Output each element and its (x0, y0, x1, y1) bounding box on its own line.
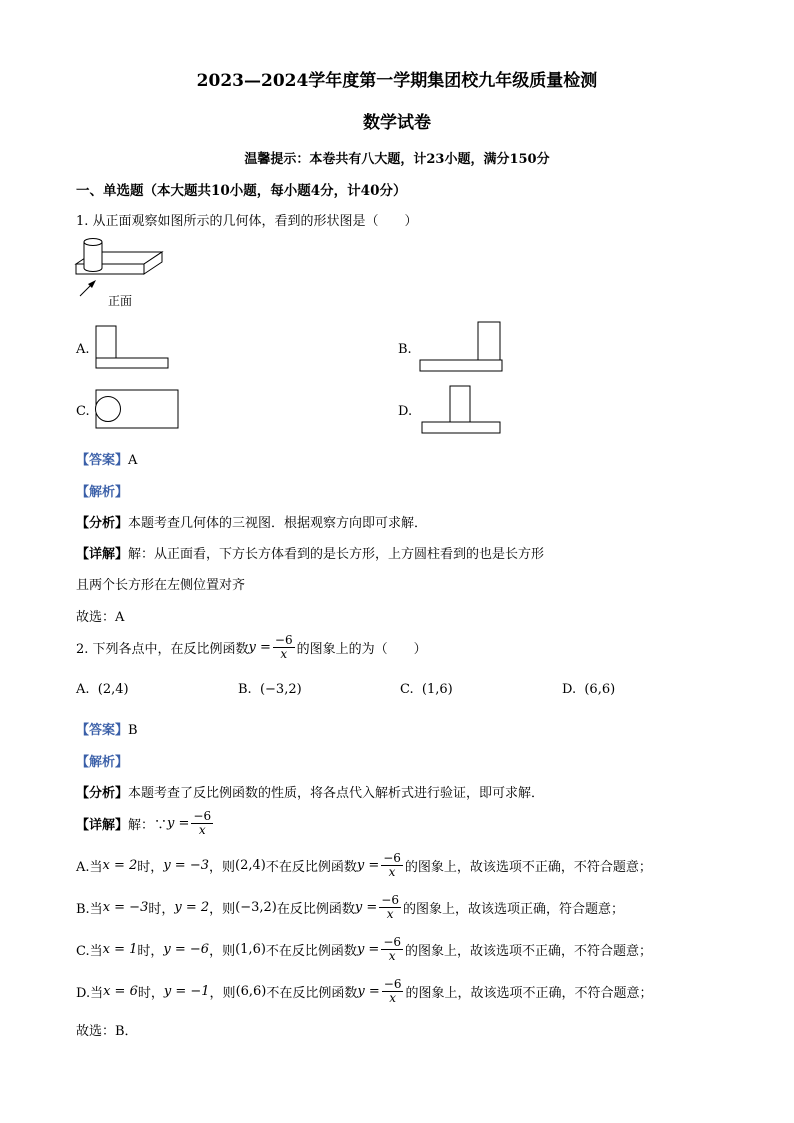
function-fraction (381, 852, 403, 879)
case-x: x = 1 (102, 942, 138, 957)
case-text: 时， (137, 860, 164, 875)
function-fraction (381, 936, 403, 963)
q2-option-b (238, 682, 302, 697)
frac-num: −6 (381, 893, 399, 907)
frac-den: x (389, 991, 397, 1005)
xiangjie-tag: 【详解】 (76, 818, 129, 833)
q2-option-c (400, 682, 453, 697)
case-x: x = 2 (102, 858, 138, 873)
opt-label: C. (400, 682, 414, 697)
case-prefix: C.当 (76, 944, 103, 959)
answer-tag: 【答案】 (76, 723, 129, 738)
q2-xiangjie (76, 810, 215, 837)
page-title: 2023—2024学年度第一学期集团校九年级质量检测 (196, 71, 598, 91)
opt-value: (−3,2) (259, 682, 302, 697)
case-prefix: B.当 (76, 902, 103, 917)
fenxi-tag: 【分析】 (76, 786, 129, 801)
frac-num: −6 (383, 935, 402, 949)
q1-xiangjie (76, 543, 544, 562)
opt-value: (1,6) (421, 682, 453, 697)
case-text: 时， (137, 986, 164, 1001)
frac-num: −6 (193, 809, 212, 823)
fenxi-text: 本题考查了反比例函数的性质，将各点代入解析式进行验证，即可求解． (128, 786, 545, 801)
option-c-label: C. (76, 404, 90, 419)
option-c-figure (94, 388, 180, 432)
q1-xiangjie-line2: 且两个长方形在左侧位置对齐 (76, 578, 246, 593)
section-heading: 一、单选题（本大题共10小题，每小题4分，计40分） (76, 183, 407, 199)
func-y: y = (356, 942, 380, 957)
q2-case-line (76, 894, 624, 921)
case-text: ，则 (208, 860, 235, 875)
case-prefix: A.当 (76, 860, 103, 875)
q2-option-a (76, 682, 129, 697)
q1-answer (76, 449, 137, 468)
q2-case-line (76, 936, 652, 963)
case-text: ，则 (209, 944, 236, 959)
q2-fenxi (76, 782, 544, 801)
case-y: y = −6 (163, 942, 210, 957)
case-point: (1,6) (235, 942, 266, 957)
q2-case-line (76, 978, 653, 1005)
opt-label: A. (76, 682, 90, 697)
opt-value: (6,6) (584, 682, 616, 697)
exam-notice: 温馨提示：本卷共有八大题，计23小题，满分150分 (244, 152, 550, 167)
figure-label-front: 正面 (108, 294, 133, 308)
question-1-stem: 1. 从正面观察如图所示的几何体，看到的形状图是（ ） (76, 214, 418, 229)
solid-figure (74, 238, 174, 298)
case-text: 在反比例函数 (276, 902, 355, 917)
func-y: y = (356, 858, 380, 873)
option-d-label: D. (398, 404, 413, 419)
case-y: y = −3 (163, 858, 209, 873)
case-x: x = −3 (102, 900, 149, 915)
func-y: y = (354, 900, 378, 915)
frac-num: −6 (383, 851, 401, 865)
case-y: y = −1 (163, 984, 210, 999)
answer-value: A (128, 453, 138, 468)
func-y: y = (357, 984, 380, 999)
xiangjie-tag: 【详解】 (76, 547, 129, 562)
answer-tag: 【答案】 (76, 453, 129, 468)
frac-num: −6 (274, 633, 293, 647)
case-y: y = 2 (174, 900, 210, 915)
func-y: y = (248, 640, 271, 655)
option-b-label: B. (398, 342, 412, 357)
q1-fenxi (76, 512, 427, 531)
function-fraction (273, 634, 295, 661)
frac-den: x (198, 823, 206, 837)
frac-den: x (280, 647, 288, 661)
analysis-tag: 【解析】 (76, 755, 129, 770)
page-subtitle: 数学试卷 (363, 113, 431, 133)
case-text: 不在反比例函数 (265, 860, 357, 875)
case-point: (−3,2) (235, 900, 277, 915)
case-text: 的图象上，故该选项不正确，不符合题意； (405, 986, 653, 1001)
function-fraction (191, 810, 213, 837)
q2-stem-post: 的图象上的为（ ） (296, 642, 427, 657)
case-x: x = 6 (103, 984, 138, 999)
q2-stem-pre: 2. 下列各点中，在反比例函数 (76, 642, 249, 657)
func-y: y = (167, 816, 190, 831)
fenxi-text: 本题考查几何体的三视图．根据观察方向即可求解． (128, 516, 428, 531)
frac-num: −6 (383, 977, 402, 991)
q2-answer (76, 719, 138, 738)
frac-den: x (388, 949, 396, 963)
analysis-tag: 【解析】 (76, 485, 129, 500)
q2-case-line (76, 852, 652, 879)
frac-den: x (388, 865, 396, 879)
answer-value: B (128, 723, 138, 738)
case-text: 的图象上，故该选项正确，符合题意； (402, 902, 624, 917)
case-text: 的图象上，故该选项不正确，不符合题意； (405, 944, 653, 959)
case-text: 不在反比例函数 (266, 986, 358, 1001)
opt-label: D. (562, 682, 577, 697)
case-text: 时， (148, 902, 175, 917)
option-d-figure (420, 384, 504, 436)
function-fraction (379, 894, 401, 921)
case-point: (6,6) (235, 984, 267, 999)
option-a-figure (94, 324, 170, 370)
q2-choice: 故选：B． (76, 1024, 138, 1039)
q1-choice: 故选：A (76, 610, 125, 625)
opt-label: B. (238, 682, 252, 697)
fenxi-tag: 【分析】 (76, 516, 129, 531)
function-fraction (382, 978, 404, 1005)
option-a-label: A. (76, 342, 90, 357)
xiangjie-text: 解：从正面看，下方长方体看到的是长方形，上方圆柱看到的也是长方形 (128, 547, 545, 562)
frac-den: x (386, 907, 394, 921)
opt-value: (2,4) (97, 682, 129, 697)
case-prefix: D.当 (76, 986, 104, 1001)
case-point: (2,4) (235, 858, 266, 873)
case-text: 不在反比例函数 (265, 944, 357, 959)
case-text: 的图象上，故该选项不正确，不符合题意； (404, 860, 652, 875)
case-text: ，则 (209, 986, 236, 1001)
case-text: 时， (137, 944, 164, 959)
xiangjie-pre: 解：∵ (128, 818, 168, 833)
question-2-stem (76, 634, 427, 661)
q2-option-d (562, 682, 615, 697)
option-b-figure (418, 320, 506, 374)
case-text: ，则 (209, 902, 236, 917)
